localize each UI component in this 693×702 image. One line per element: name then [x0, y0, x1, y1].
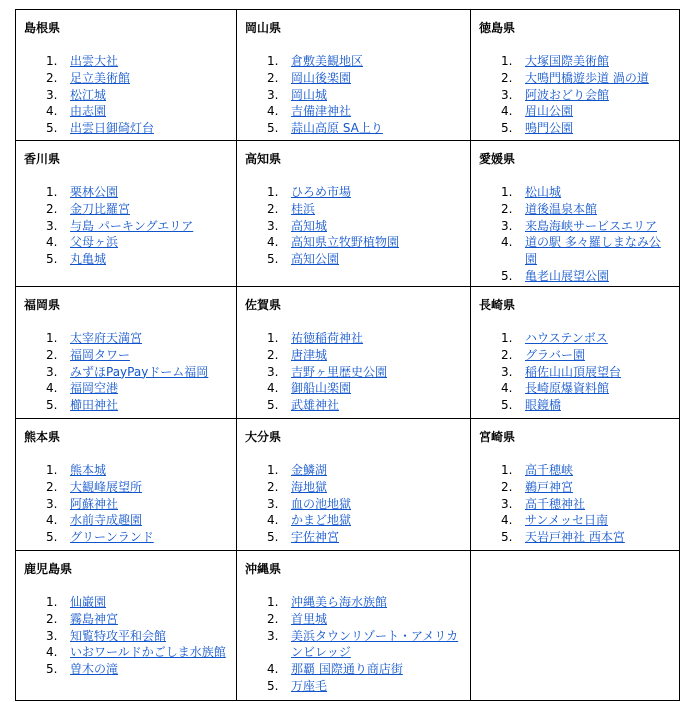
list-item	[479, 462, 671, 479]
list-number: 5.	[267, 398, 279, 413]
list-item	[24, 628, 228, 645]
spot-link[interactable]: 首里城	[291, 611, 328, 626]
spot-link[interactable]: 福岡タワー	[70, 347, 131, 362]
list-number: 1.	[46, 331, 58, 345]
list-number: 1.	[46, 595, 58, 609]
spot-list	[24, 53, 228, 137]
list-number: 3.	[46, 364, 58, 379]
list-number: 5.	[46, 121, 58, 136]
spot-list	[245, 330, 462, 414]
list-number: 2.	[46, 347, 58, 362]
prefecture-title: 徳島県	[479, 21, 516, 35]
prefecture-title: 大分県	[245, 430, 282, 444]
spot-link[interactable]: 稲佐山山頂展望台	[525, 364, 622, 379]
prefecture-title: 宮崎県	[479, 430, 516, 444]
list-item	[245, 53, 462, 70]
prefecture-block	[237, 287, 470, 414]
prefecture-block	[237, 141, 470, 268]
prefecture-cell	[16, 419, 237, 551]
spot-list	[479, 184, 671, 285]
spot-link[interactable]: 丸亀城	[70, 252, 107, 267]
list-number: 1.	[46, 463, 58, 477]
list-number: 5.	[267, 678, 279, 693]
list-item	[24, 512, 228, 529]
list-item	[245, 462, 462, 479]
prefecture-cell	[16, 141, 237, 287]
prefecture-cell	[237, 419, 471, 551]
list-item	[479, 70, 671, 87]
prefecture-cell	[471, 141, 680, 287]
list-item	[24, 479, 228, 496]
list-item	[479, 184, 671, 201]
list-item	[245, 201, 462, 218]
spot-link[interactable]: 岡山城	[291, 87, 328, 102]
list-number: 3.	[267, 364, 279, 379]
list-item	[24, 70, 228, 87]
list-number: 1.	[267, 185, 279, 199]
spot-link[interactable]: 櫛田神社	[70, 398, 119, 413]
list-item	[245, 380, 462, 397]
list-item	[245, 661, 462, 678]
list-number: 2.	[267, 201, 279, 216]
spot-link[interactable]: 阿波おどり会館	[525, 87, 610, 102]
prefecture-title: 福岡県	[24, 298, 61, 312]
table-row	[16, 287, 680, 419]
prefecture-cell	[471, 551, 680, 701]
list-item	[24, 594, 228, 611]
spot-link[interactable]: 高知県立牧野植物園	[291, 235, 400, 250]
spot-link[interactable]: 道の駅 多々羅しまなみ公園	[525, 235, 661, 267]
list-number: 4.	[267, 235, 279, 250]
list-item	[245, 251, 462, 268]
list-item	[24, 53, 228, 70]
list-number: 3.	[267, 496, 279, 511]
spot-link[interactable]: みずほPayPayドーム福岡	[70, 364, 209, 379]
list-item	[479, 234, 671, 268]
prefecture-title: 鹿児島県	[24, 562, 73, 576]
prefecture-title: 香川県	[24, 152, 61, 166]
list-item	[479, 529, 671, 546]
list-item	[24, 234, 228, 251]
prefecture-block	[16, 141, 236, 268]
list-item	[245, 611, 462, 628]
list-item	[479, 364, 671, 381]
list-number: 4.	[267, 662, 279, 677]
list-number: 5.	[501, 530, 513, 545]
list-number: 3.	[501, 87, 513, 102]
spot-list	[479, 462, 671, 546]
list-item	[479, 218, 671, 235]
spot-link[interactable]: 桂浜	[291, 201, 316, 216]
list-item	[24, 103, 228, 120]
list-item	[479, 120, 671, 137]
spot-link[interactable]: 蒜山高原 SA上り	[291, 121, 383, 136]
spot-link[interactable]: 来島海峡サービスエリア	[525, 218, 658, 233]
list-item	[479, 347, 671, 364]
spot-link[interactable]: 太宰府天満宮	[70, 331, 143, 345]
spot-link[interactable]: 由志園	[70, 104, 107, 119]
table-row	[16, 141, 680, 287]
list-number: 2.	[501, 479, 513, 494]
spot-link[interactable]: 曽木の滝	[70, 662, 119, 677]
list-number: 4.	[501, 381, 513, 396]
list-item	[245, 364, 462, 381]
spot-link[interactable]: 松山城	[525, 185, 562, 199]
list-number: 1.	[46, 185, 58, 199]
spot-link[interactable]: 高知城	[291, 218, 328, 233]
list-number: 5.	[501, 398, 513, 413]
list-item	[24, 496, 228, 513]
spot-link[interactable]: 武雄神社	[291, 398, 340, 413]
spot-link[interactable]: 眉山公園	[525, 104, 574, 119]
list-item	[245, 103, 462, 120]
spot-link[interactable]: 水前寺成趣園	[70, 513, 143, 528]
prefecture-block	[471, 141, 679, 285]
spot-link[interactable]: 出雲日御碕灯台	[70, 121, 155, 136]
list-number: 2.	[46, 479, 58, 494]
list-item	[479, 201, 671, 218]
spot-link[interactable]: ハウステンボス	[525, 331, 608, 345]
prefecture-block	[16, 551, 236, 678]
spot-link[interactable]: 海地獄	[291, 479, 328, 494]
list-item	[245, 347, 462, 364]
spot-link[interactable]: 倉敷美観地区	[291, 54, 364, 68]
list-number: 4.	[501, 104, 513, 119]
spot-link[interactable]: 祐徳稲荷神社	[291, 331, 364, 345]
spot-link[interactable]: 大塚国際美術館	[525, 54, 610, 68]
spot-link[interactable]: 与島 パーキングエリア	[70, 218, 194, 233]
prefecture-cell	[471, 10, 680, 141]
list-number: 1.	[501, 463, 513, 477]
spot-link[interactable]: サンメッセ日南	[525, 513, 609, 528]
list-number: 1.	[501, 54, 513, 68]
spot-link[interactable]: 高千穂神社	[525, 496, 586, 511]
spot-link[interactable]: 亀老山展望公園	[525, 268, 610, 283]
list-item	[245, 218, 462, 235]
spot-link[interactable]: 栗林公園	[70, 185, 119, 199]
list-number: 1.	[501, 331, 513, 345]
list-number: 3.	[267, 218, 279, 233]
spot-link[interactable]: 仙巌園	[70, 595, 107, 609]
prefecture-title: 島根県	[24, 21, 61, 35]
list-item	[245, 594, 462, 611]
prefecture-block	[237, 419, 470, 546]
spot-link[interactable]: 吉野ヶ里歴史公園	[291, 364, 388, 379]
prefecture-title: 佐賀県	[245, 298, 282, 312]
list-number: 2.	[501, 70, 513, 85]
spot-link[interactable]: 熊本城	[70, 463, 107, 477]
spot-link[interactable]: 天岩戸神社 西本宮	[525, 530, 625, 545]
list-number: 5.	[267, 252, 279, 267]
prefecture-cell	[237, 10, 471, 141]
spot-link[interactable]: 知覧特攻平和会館	[70, 628, 167, 643]
spot-link[interactable]: 那覇 国際通り商店街	[291, 662, 403, 677]
list-number: 4.	[267, 381, 279, 396]
list-number: 2.	[267, 479, 279, 494]
table-row	[16, 419, 680, 551]
list-item	[24, 120, 228, 137]
list-number: 2.	[501, 347, 513, 362]
list-item	[479, 103, 671, 120]
list-item	[24, 251, 228, 268]
list-item	[479, 268, 671, 285]
list-number: 1.	[501, 185, 513, 199]
spot-list	[24, 594, 228, 678]
list-number: 3.	[46, 496, 58, 511]
list-item	[479, 397, 671, 414]
prefecture-block	[471, 419, 679, 546]
spot-link[interactable]: 福岡空港	[70, 381, 119, 396]
spot-link[interactable]: 大観峰展望所	[70, 479, 143, 494]
list-item	[245, 479, 462, 496]
list-number: 4.	[46, 513, 58, 528]
list-item	[245, 628, 462, 662]
list-item	[479, 53, 671, 70]
spot-list	[245, 53, 462, 137]
prefecture-block	[16, 419, 236, 546]
list-number: 4.	[46, 645, 58, 660]
list-number: 1.	[267, 54, 279, 68]
spot-link[interactable]: 鵜戸神宮	[525, 479, 574, 494]
spot-link[interactable]: 唐津城	[291, 347, 328, 362]
spot-link[interactable]: ひろめ市場	[291, 185, 352, 199]
list-number: 3.	[46, 628, 58, 643]
spot-link[interactable]: グリーンランド	[70, 530, 154, 545]
spot-link[interactable]: 血の池地獄	[291, 496, 352, 511]
spot-list	[24, 462, 228, 546]
list-number: 4.	[46, 235, 58, 250]
list-item	[24, 644, 228, 661]
table-row	[16, 10, 680, 141]
list-item	[245, 120, 462, 137]
spot-link[interactable]: 父母ヶ浜	[70, 235, 119, 250]
list-number: 2.	[267, 347, 279, 362]
spot-link[interactable]: 大鳴門橋遊歩道 渦の道	[525, 70, 649, 85]
prefecture-title: 高知県	[245, 152, 282, 166]
list-item	[24, 201, 228, 218]
prefecture-block	[16, 10, 236, 137]
spot-link[interactable]: 万座毛	[291, 678, 328, 693]
list-item	[24, 611, 228, 628]
list-item	[479, 496, 671, 513]
list-item	[245, 397, 462, 414]
prefecture-cell	[16, 551, 237, 701]
list-number: 4.	[267, 104, 279, 119]
list-number: 1.	[46, 54, 58, 68]
prefecture-title: 愛媛県	[479, 152, 516, 166]
list-item	[245, 678, 462, 695]
list-number: 2.	[267, 611, 279, 626]
list-item	[479, 512, 671, 529]
list-item	[24, 380, 228, 397]
list-number: 1.	[267, 595, 279, 609]
list-number: 2.	[46, 201, 58, 216]
spot-link[interactable]: 高千穂峡	[525, 463, 574, 477]
spot-link[interactable]: 金刀比羅宮	[70, 201, 131, 216]
list-item	[24, 218, 228, 235]
prefecture-title: 岡山県	[245, 21, 282, 35]
spot-link[interactable]: 足立美術館	[70, 70, 131, 85]
spot-link[interactable]: 高知公園	[291, 252, 340, 267]
prefecture-cell	[16, 10, 237, 141]
list-number: 1.	[267, 463, 279, 477]
list-item	[245, 184, 462, 201]
spot-list	[479, 53, 671, 137]
prefecture-title: 沖縄県	[245, 562, 282, 576]
spot-link[interactable]: 阿蘇神社	[70, 496, 119, 511]
list-number: 4.	[46, 104, 58, 119]
list-number: 3.	[267, 628, 279, 643]
prefecture-cell	[471, 287, 680, 419]
list-item	[245, 496, 462, 513]
list-number: 5.	[501, 121, 513, 136]
prefecture-cell	[471, 419, 680, 551]
list-number: 1.	[267, 331, 279, 345]
prefecture-cell	[237, 287, 471, 419]
list-item	[479, 479, 671, 496]
prefecture-cell	[16, 287, 237, 419]
spot-list	[24, 330, 228, 414]
prefecture-cell	[237, 551, 471, 701]
prefecture-title: 熊本県	[24, 430, 61, 444]
list-item	[245, 70, 462, 87]
spot-link[interactable]: グラバー園	[525, 347, 586, 362]
spot-link[interactable]: 御船山楽園	[291, 381, 352, 396]
list-item	[479, 330, 671, 347]
list-item	[24, 184, 228, 201]
spot-link[interactable]: 出雲大社	[70, 54, 119, 68]
list-item	[245, 512, 462, 529]
spot-link[interactable]: 松江城	[70, 87, 107, 102]
list-number: 4.	[501, 513, 513, 528]
list-number: 3.	[46, 87, 58, 102]
list-number: 5.	[46, 530, 58, 545]
list-number: 2.	[267, 70, 279, 85]
spot-link[interactable]: 金鱗湖	[291, 463, 328, 477]
spot-link[interactable]: 岡山後楽園	[291, 70, 352, 85]
spot-link[interactable]: 霧島神宮	[70, 611, 119, 626]
spot-link[interactable]: 沖縄美ら海水族館	[291, 595, 388, 609]
list-item	[24, 330, 228, 347]
list-number: 3.	[501, 496, 513, 511]
list-number: 3.	[46, 218, 58, 233]
spot-list	[245, 594, 462, 695]
list-number: 5.	[267, 530, 279, 545]
prefecture-block	[237, 551, 470, 695]
list-number: 5.	[46, 398, 58, 413]
prefecture-block	[237, 10, 470, 137]
list-item	[24, 529, 228, 546]
spot-link[interactable]: 吉備津神社	[291, 104, 352, 119]
spot-link[interactable]: かまど地獄	[291, 513, 352, 528]
list-item	[24, 87, 228, 104]
list-number: 2.	[46, 70, 58, 85]
table-row	[16, 551, 680, 701]
spot-link[interactable]: 宇佐神宮	[291, 530, 340, 545]
prefecture-block	[471, 10, 679, 137]
prefecture-table	[15, 9, 680, 701]
list-number: 3.	[501, 218, 513, 233]
list-number: 5.	[501, 268, 513, 283]
spot-list	[245, 462, 462, 546]
list-item	[24, 364, 228, 381]
list-number: 5.	[46, 662, 58, 677]
list-number: 5.	[267, 121, 279, 136]
list-item	[245, 529, 462, 546]
list-item	[479, 380, 671, 397]
prefecture-block	[471, 287, 679, 414]
list-number: 5.	[46, 252, 58, 267]
list-item	[24, 397, 228, 414]
spot-list	[479, 330, 671, 414]
list-item	[245, 87, 462, 104]
list-number: 2.	[46, 611, 58, 626]
list-number: 3.	[501, 364, 513, 379]
spot-link[interactable]: 美浜タウンリゾート・アメリカンビレッジ	[291, 628, 459, 660]
spot-list	[24, 184, 228, 268]
list-number: 2.	[501, 201, 513, 216]
list-item	[245, 234, 462, 251]
list-number: 3.	[267, 87, 279, 102]
list-number: 4.	[501, 235, 513, 250]
spot-link[interactable]: 鳴門公園	[525, 121, 574, 136]
prefecture-title: 長崎県	[479, 298, 516, 312]
list-item	[479, 87, 671, 104]
list-item	[245, 330, 462, 347]
prefecture-block	[16, 287, 236, 414]
spot-link[interactable]: 長崎原爆資料館	[525, 381, 610, 396]
list-number: 4.	[46, 381, 58, 396]
spot-link[interactable]: いおワールドかごしま水族館	[70, 645, 226, 660]
list-item	[24, 462, 228, 479]
spot-link[interactable]: 道後温泉本館	[525, 201, 598, 216]
spot-list	[245, 184, 462, 268]
list-item	[24, 347, 228, 364]
list-item	[24, 661, 228, 678]
prefecture-cell	[237, 141, 471, 287]
spot-link[interactable]: 眼鏡橋	[525, 398, 562, 413]
list-number: 4.	[267, 513, 279, 528]
